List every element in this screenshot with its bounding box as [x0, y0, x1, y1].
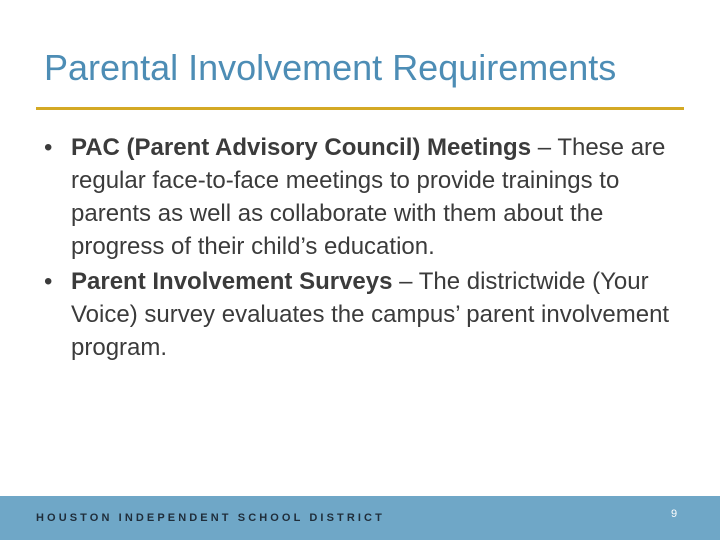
page-number: 9 — [670, 508, 678, 520]
bullet-marker: • — [44, 268, 53, 295]
footer-bar — [0, 496, 720, 540]
slide-title: Parental Involvement Requirements — [44, 47, 617, 88]
bullet-item-surveys — [44, 265, 694, 364]
bullet-term: Parent Involvement Surveys — [71, 268, 393, 295]
bullet-item-pac-meetings — [44, 131, 694, 263]
bullet-term: PAC (Parent Advisory Council) Meetings — [71, 134, 532, 161]
title-divider — [36, 107, 684, 110]
bullet-text: The districtwide (Your Voice) survey evaluates the campus’ parent involvement program. — [71, 268, 670, 361]
bullet-separator: – — [531, 134, 558, 161]
bullet-separator: – — [392, 268, 419, 295]
bullet-text: These are regular face-to-face meetings to provide trainings to parents as well as collaborate with them about the progress of their child’s education. — [71, 134, 666, 260]
footer-organization: HOUSTON INDEPENDENT SCHOOL DISTRICT — [36, 512, 385, 524]
bullet-list — [44, 131, 694, 366]
bullet-marker: • — [44, 134, 53, 161]
